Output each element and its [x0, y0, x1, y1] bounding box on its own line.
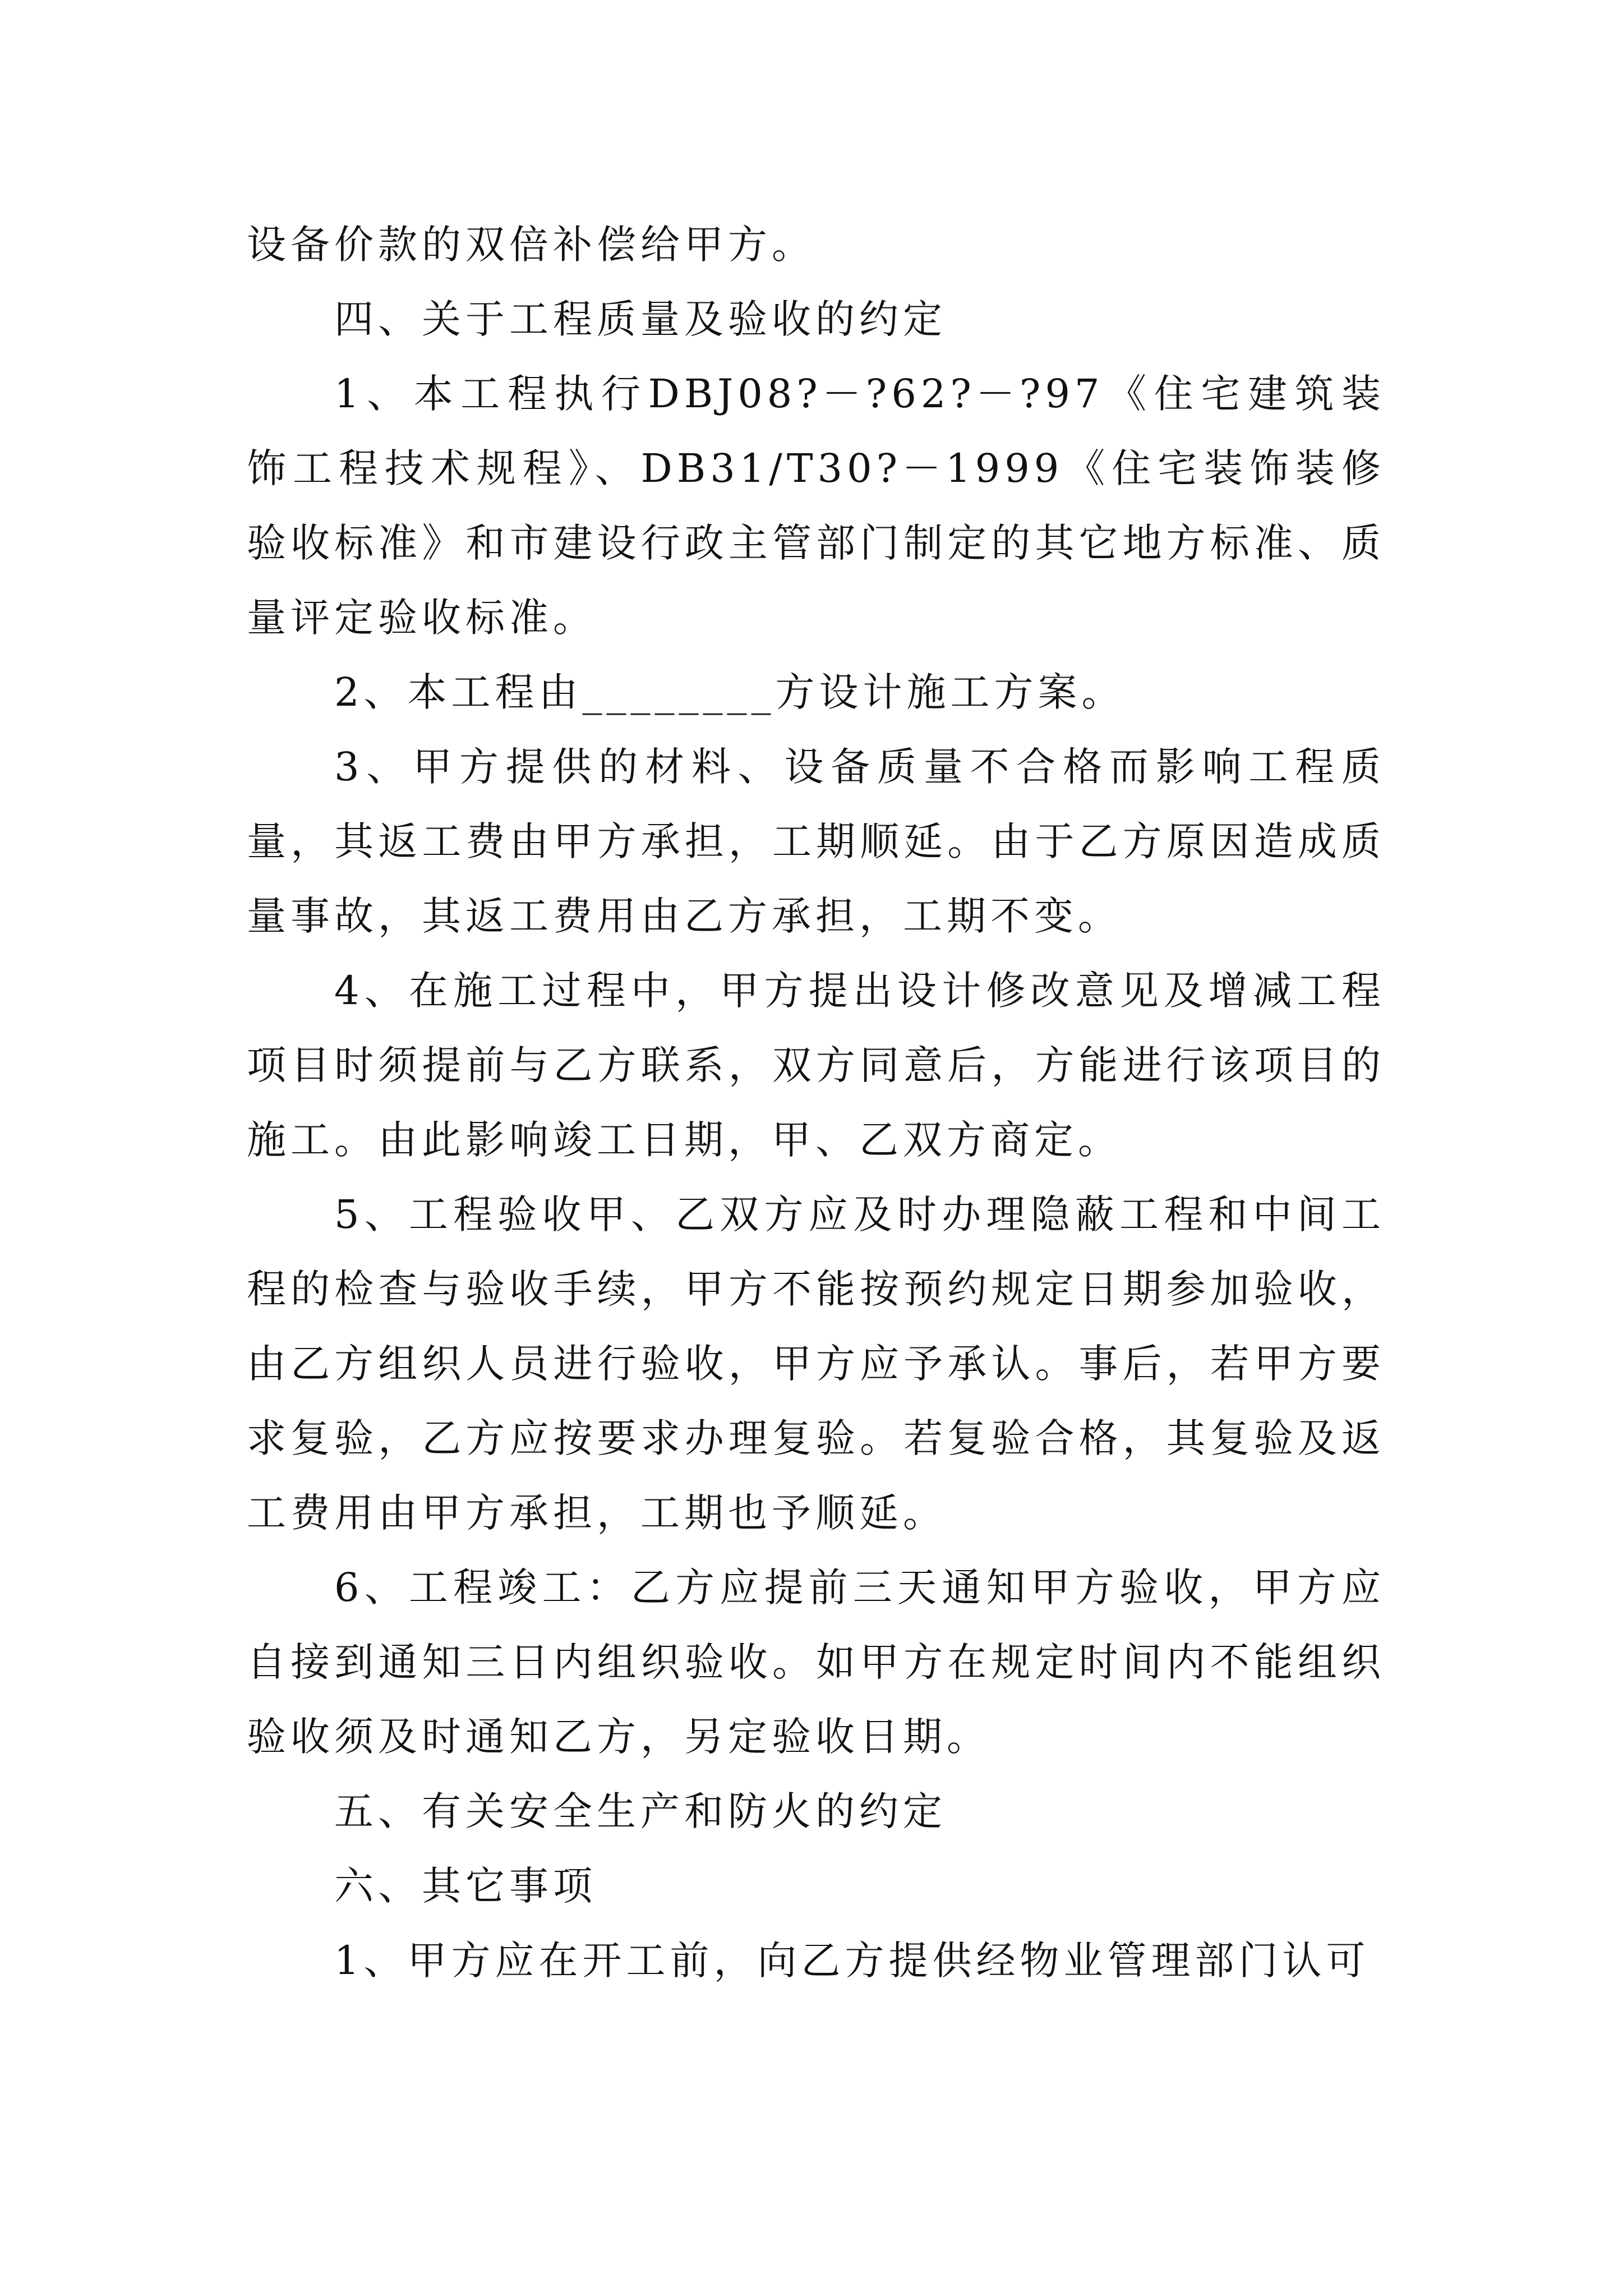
- section-heading-safety-fire: 五、有关安全生产和防火的约定: [334, 1788, 947, 1834]
- clause-6-completion: 6、工程竣工：乙方应提前三天通知甲方验收，甲方应自接到通知三日内组织验收。如甲方在规定时间内不能组织验收须及时通知乙方，另定验收日期。: [247, 1565, 1385, 1760]
- section-heading-quality-acceptance: 四、关于工程质量及验收的约定: [334, 296, 947, 342]
- clause-2-design: 2、本工程由________方设计施工方案。: [334, 669, 1126, 715]
- clause-1-pre-construction: 1、甲方应在开工前，向乙方提供经物业管理部门认可: [334, 1938, 1370, 1984]
- section-heading-other-matters: 六、其它事项: [334, 1863, 597, 1909]
- clause-3-materials: 3、甲方提供的材料、设备质量不合格而影响工程质量，其返工费由甲方承担，工期顺延。由于乙方原因造成质量事故，其返工费用由乙方承担，工期不变。: [247, 744, 1385, 939]
- document-body: [247, 208, 1385, 1998]
- paragraph-continuation: 设备价款的双倍补偿给甲方。: [247, 222, 815, 268]
- clause-4-modifications: 4、在施工过程中，甲方提出设计修改意见及增减工程项目时须提前与乙方联系，双方同意后，方能进行该项目的施工。由此影响竣工日期，甲、乙双方商定。: [247, 968, 1385, 1163]
- clause-1-standards: 1、本工程执行DBJ08?－?62?－?97《住宅建筑装饰工程技术规程》、DB31/T30?－1999《住宅装饰装修验收标准》和市建设行政主管部门制定的其它地方标准、质量评定验收标准。: [247, 371, 1385, 641]
- clause-5-inspection: 5、工程验收甲、乙双方应及时办理隐蔽工程和中间工程的检查与验收手续，甲方不能按预约规定日期参加验收，由乙方组织人员进行验收，甲方应予承认。事后，若甲方要求复验，乙方应按要求办理复验。若复验合格，其复验及返工费用由甲方承担，工期也予顺延。: [247, 1191, 1385, 1536]
